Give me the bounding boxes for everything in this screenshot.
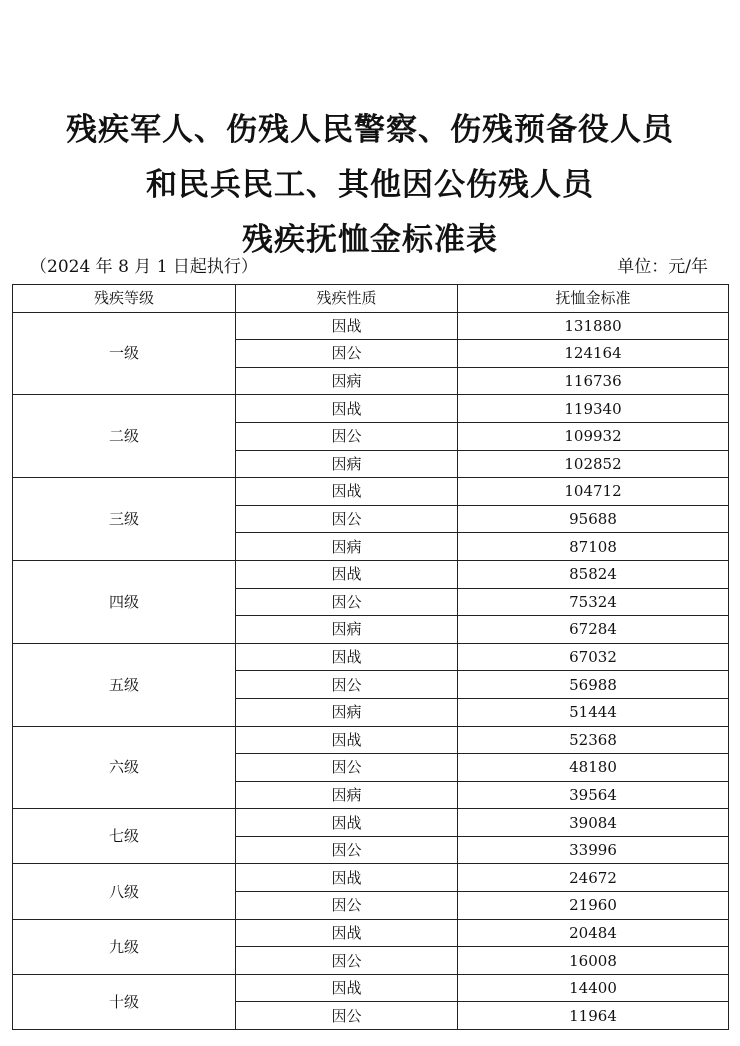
nature-cell: 因公 (236, 422, 458, 450)
title-line-1: 残疾军人、伤残人民警察、伤残预备役人员 (66, 112, 674, 148)
amount-cell: 51444 (458, 698, 729, 726)
amount-cell: 109932 (458, 422, 729, 450)
table-row (13, 726, 729, 754)
grade-cell: 七级 (13, 809, 236, 864)
nature-cell: 因战 (236, 312, 458, 340)
amount-cell: 14400 (458, 974, 729, 1002)
nature-cell: 因公 (236, 671, 458, 699)
nature-cell: 因公 (236, 947, 458, 975)
table-row (13, 560, 729, 588)
nature-cell: 因公 (236, 892, 458, 920)
nature-cell: 因公 (236, 340, 458, 368)
amount-cell: 104712 (458, 478, 729, 506)
nature-cell: 因病 (236, 367, 458, 395)
table-row (13, 395, 729, 423)
amount-cell: 87108 (458, 533, 729, 561)
nature-cell: 因战 (236, 974, 458, 1002)
nature-cell: 因公 (236, 1002, 458, 1030)
nature-cell: 因公 (236, 505, 458, 533)
grade-cell: 五级 (13, 643, 236, 726)
amount-cell: 131880 (458, 312, 729, 340)
grade-cell: 三级 (13, 478, 236, 561)
nature-cell: 因战 (236, 919, 458, 947)
table-row (13, 809, 729, 837)
table-row (13, 478, 729, 506)
nature-cell: 因战 (236, 809, 458, 837)
amount-cell: 116736 (458, 367, 729, 395)
pension-table-container (12, 284, 728, 1030)
amount-cell: 52368 (458, 726, 729, 754)
table-row (13, 312, 729, 340)
nature-cell: 因战 (236, 560, 458, 588)
nature-cell: 因病 (236, 533, 458, 561)
grade-cell: 四级 (13, 560, 236, 643)
amount-cell: 24672 (458, 864, 729, 892)
nature-cell: 因病 (236, 616, 458, 644)
amount-cell: 67284 (458, 616, 729, 644)
nature-cell: 因公 (236, 754, 458, 782)
table-row (13, 864, 729, 892)
amount-cell: 48180 (458, 754, 729, 782)
table-row (13, 919, 729, 947)
header-grade: 残疾等级 (13, 285, 236, 313)
grade-cell: 二级 (13, 395, 236, 478)
nature-cell: 因战 (236, 726, 458, 754)
amount-cell: 95688 (458, 505, 729, 533)
grade-cell: 十级 (13, 974, 236, 1029)
amount-cell: 16008 (458, 947, 729, 975)
amount-cell: 102852 (458, 450, 729, 478)
table-row (13, 643, 729, 671)
header-amount: 抚恤金标准 (458, 285, 729, 313)
amount-cell: 33996 (458, 836, 729, 864)
title-line-2: 和民兵民工、其他因公伤残人员 (146, 167, 594, 203)
amount-cell: 39564 (458, 781, 729, 809)
amount-cell: 75324 (458, 588, 729, 616)
header-nature: 残疾性质 (236, 285, 458, 313)
grade-cell: 九级 (13, 919, 236, 974)
effective-date: （2024 年 8 月 1 日起执行） (30, 257, 258, 277)
nature-cell: 因战 (236, 395, 458, 423)
nature-cell: 因病 (236, 781, 458, 809)
grade-cell: 八级 (13, 864, 236, 919)
amount-cell: 21960 (458, 892, 729, 920)
table-row (13, 974, 729, 1002)
title-line-3: 残疾抚恤金标准表 (242, 222, 498, 258)
nature-cell: 因公 (236, 836, 458, 864)
nature-cell: 因战 (236, 864, 458, 892)
amount-cell: 119340 (458, 395, 729, 423)
meta-row (30, 254, 708, 280)
amount-cell: 67032 (458, 643, 729, 671)
unit-label: 单位：元/年 (617, 257, 708, 277)
amount-cell: 39084 (458, 809, 729, 837)
grade-cell: 六级 (13, 726, 236, 809)
nature-cell: 因战 (236, 643, 458, 671)
pension-standard-table (12, 284, 729, 1030)
nature-cell: 因战 (236, 478, 458, 506)
grade-cell: 一级 (13, 312, 236, 395)
amount-cell: 85824 (458, 560, 729, 588)
amount-cell: 11964 (458, 1002, 729, 1030)
amount-cell: 20484 (458, 919, 729, 947)
amount-cell: 124164 (458, 340, 729, 368)
table-header-row (13, 285, 729, 313)
table-body (13, 312, 729, 1029)
nature-cell: 因病 (236, 450, 458, 478)
amount-cell: 56988 (458, 671, 729, 699)
document-title (0, 103, 740, 268)
nature-cell: 因病 (236, 698, 458, 726)
nature-cell: 因公 (236, 588, 458, 616)
